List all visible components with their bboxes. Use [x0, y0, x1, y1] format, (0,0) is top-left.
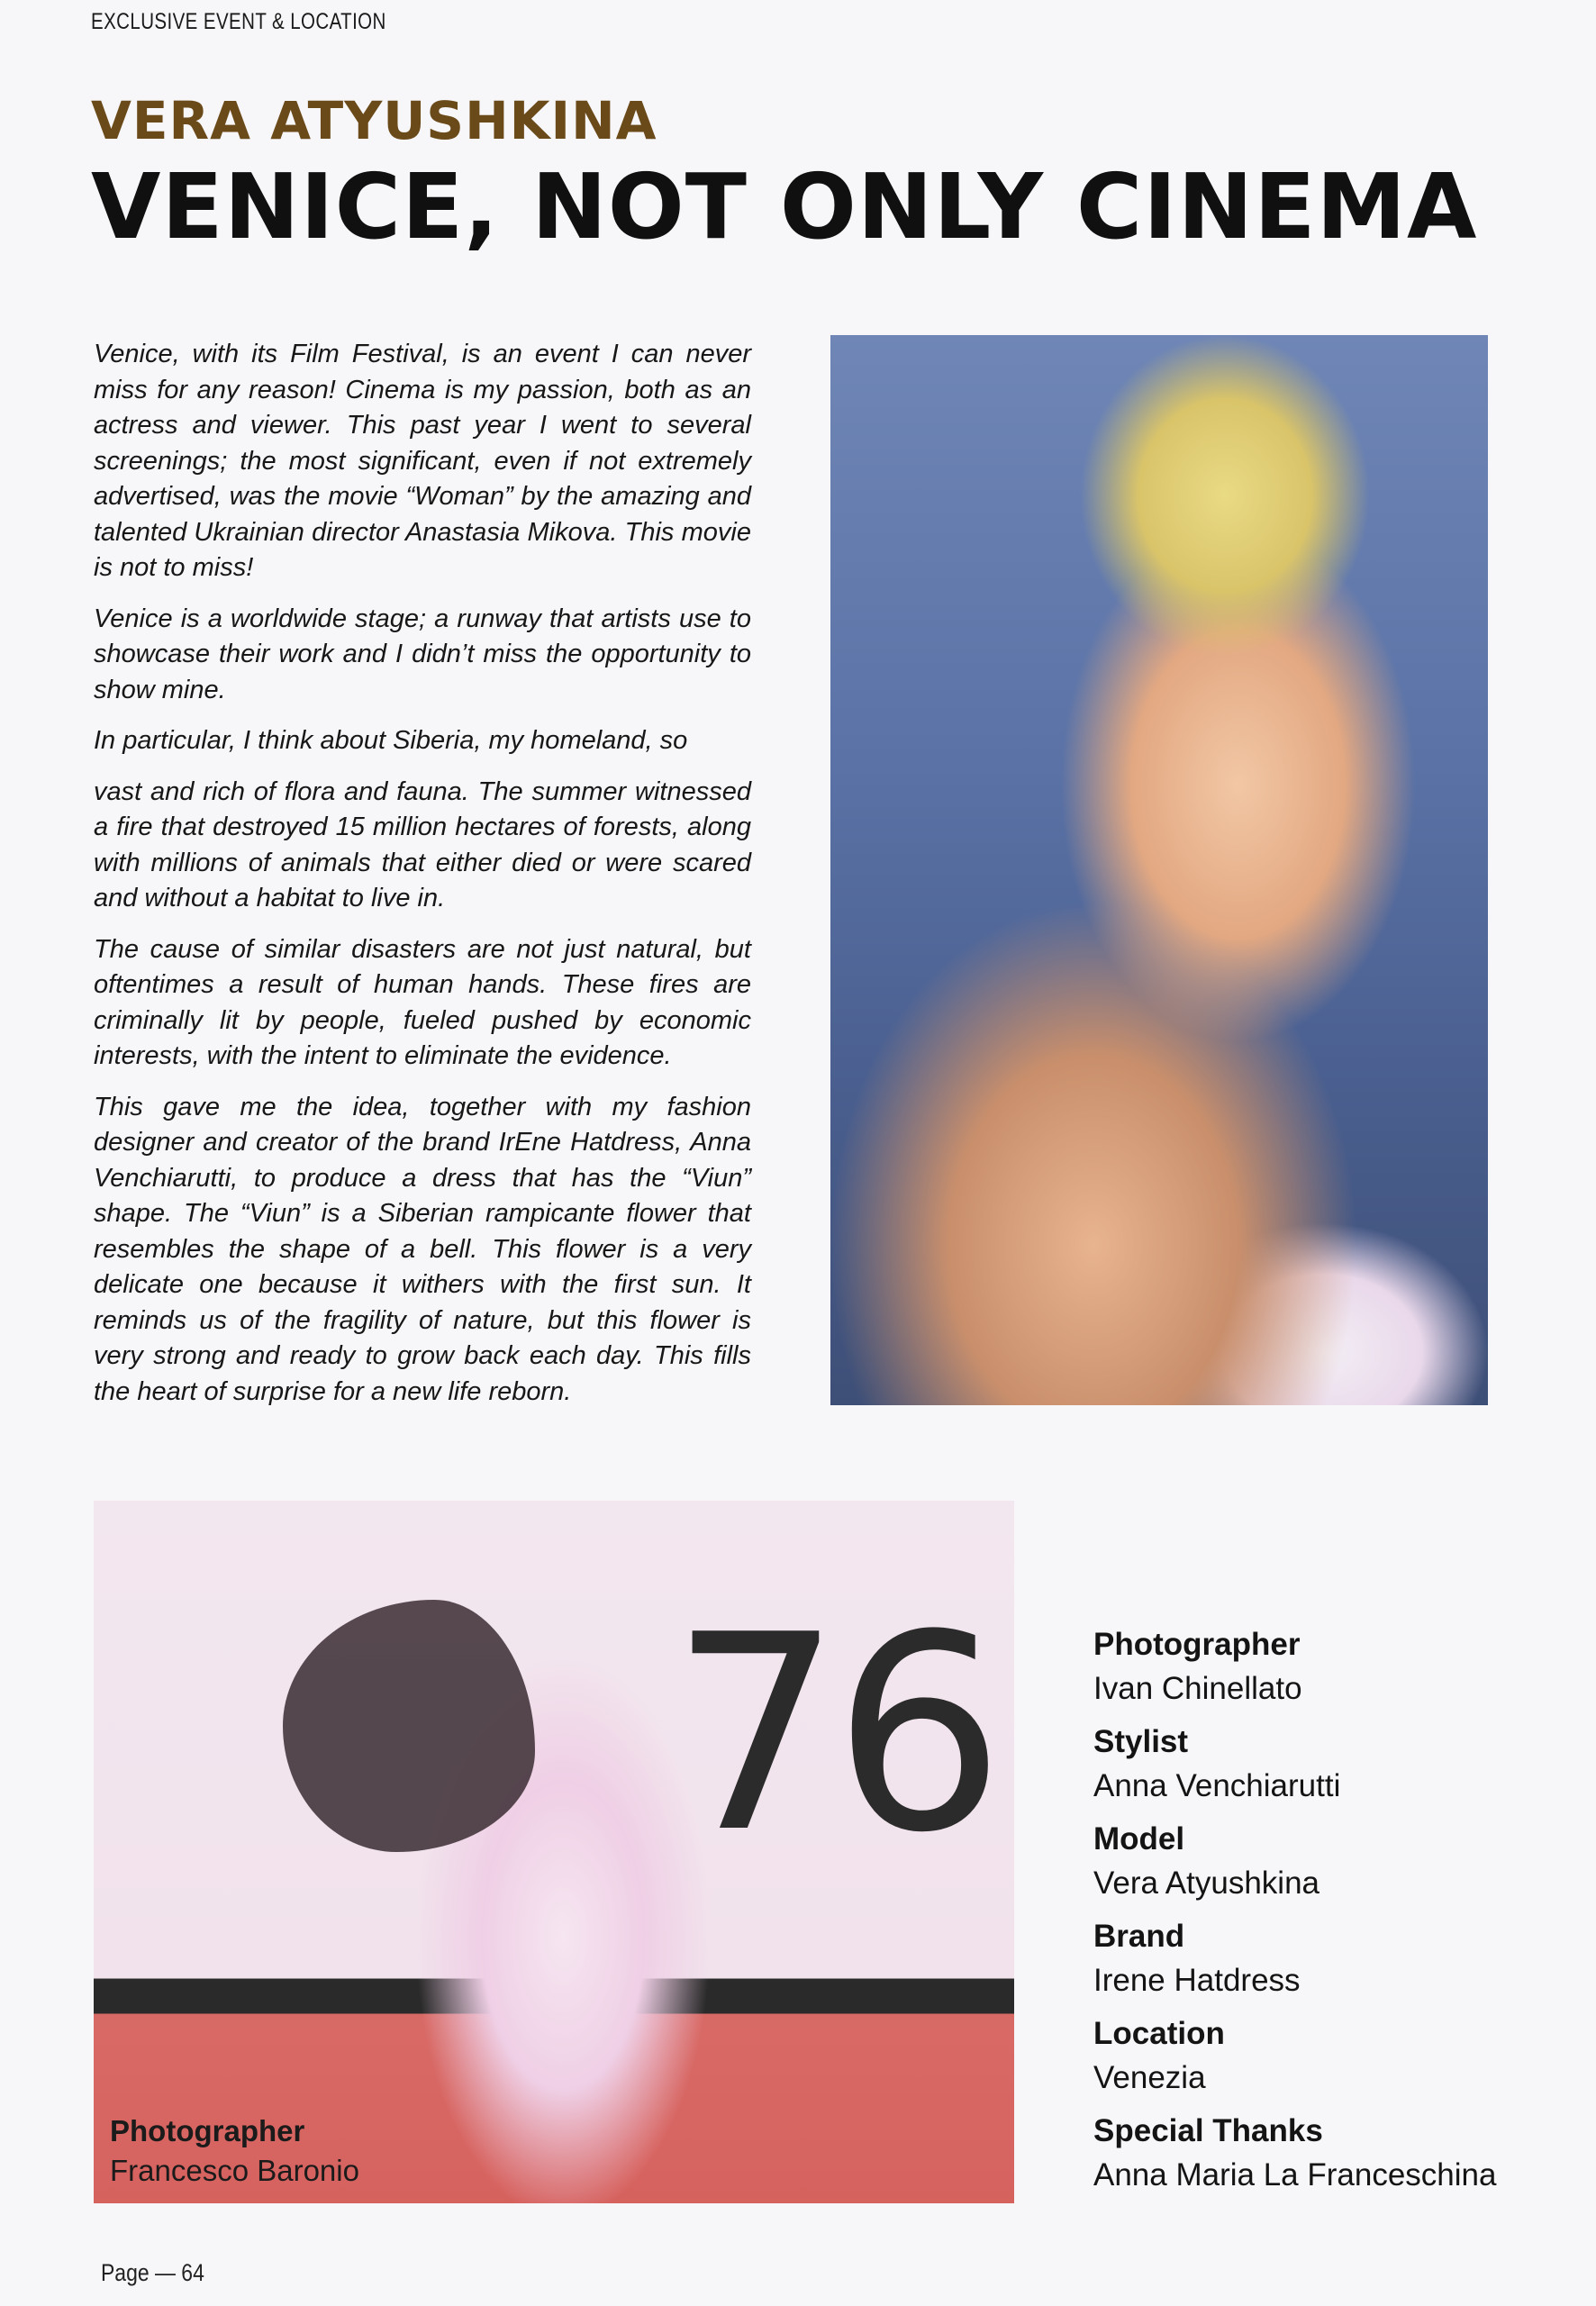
- credit-label: Location: [1093, 2016, 1225, 2051]
- paragraph: Venice is a worldwide stage; a runway that artists use to showcase their work and I didn’t miss the opportunity to show mine.: [94, 604, 751, 704]
- credit-value: Ivan Chinellato: [1093, 1671, 1302, 1706]
- article-body: [94, 337, 751, 1425]
- credit-label: Special Thanks: [1093, 2113, 1323, 2148]
- paragraph: This gave me the idea, together with my fashion designer and creator of the brand IrEne Hatdress, Anna Venchiarutti, to produce a dress that has the “Viun” shape. The “Viun” is a Siberian rampicante flower that resembles the shape of a bell. This flower is a very delicate one because it withers with the first sun. It reminds us of the fragility of nature, but this flower is very strong and ready to grow back each day. This fills the heart of surprise for a new life reborn.: [94, 1092, 751, 1406]
- gown-photo-caption: [110, 2113, 359, 2193]
- author-name: VERA ATYUSHKINA: [91, 90, 657, 151]
- credit-item: [1093, 2012, 1496, 2101]
- credit-value: Venezia: [1093, 2060, 1206, 2095]
- credit-item: [1093, 1818, 1496, 1906]
- credit-item: [1093, 1915, 1496, 2003]
- venice-lion-logo: [283, 1600, 535, 1852]
- credit-value: Anna Venchiarutti: [1093, 1768, 1341, 1803]
- credit-item: [1093, 1720, 1496, 1809]
- paragraph: vast and rich of flora and fauna. The summer witnessed a fire that destroyed 15 million hectares of forests, along with millions of animals that either died or were scared and without a habitat to live in.: [94, 776, 751, 912]
- festival-76-sign: 76: [670, 1577, 996, 1892]
- credits-list: [1093, 1623, 1496, 2207]
- article-title: VENICE, NOT ONLY CINEMA: [91, 154, 1478, 259]
- caption-label: Photographer: [110, 2114, 305, 2147]
- credit-value: Vera Atyushkina: [1093, 1866, 1319, 1901]
- credit-value: Irene Hatdress: [1093, 1963, 1301, 1998]
- credit-value: Anna Maria La Franceschina: [1093, 2157, 1497, 2193]
- credit-item: [1093, 2110, 1496, 2198]
- credit-label: Model: [1093, 1821, 1185, 1857]
- credit-label: Photographer: [1093, 1627, 1301, 1662]
- portrait-photo: [830, 335, 1488, 1405]
- paragraph: Venice, with its Film Festival, is an event I can never miss for any reason! Cinema is my passion, both as an actress and viewer. This past year I went to several screenings; the most significant, even if not extremely advertised, was the movie “Woman” by the amazing and talented Ukrainian director Anastasia Mikova. This movie is not to miss!: [94, 340, 751, 582]
- section-label: EXCLUSIVE EVENT & LOCATION: [91, 9, 386, 34]
- credit-label: Stylist: [1093, 1724, 1189, 1759]
- paragraph: In particular, I think about Siberia, my homeland, so: [94, 726, 688, 755]
- paragraph: The cause of similar disasters are not just natural, but oftentimes a result of human hands. These fires are criminally lit by people, fueled pushed by economic interests, with the intent to eliminate the evidence.: [94, 934, 751, 1070]
- gown-photo: [94, 1501, 1014, 2203]
- credit-label: Brand: [1093, 1919, 1185, 1954]
- caption-value: Francesco Baronio: [110, 2154, 359, 2187]
- credit-item: [1093, 1623, 1496, 1711]
- page-number: Page — 64: [101, 2259, 204, 2286]
